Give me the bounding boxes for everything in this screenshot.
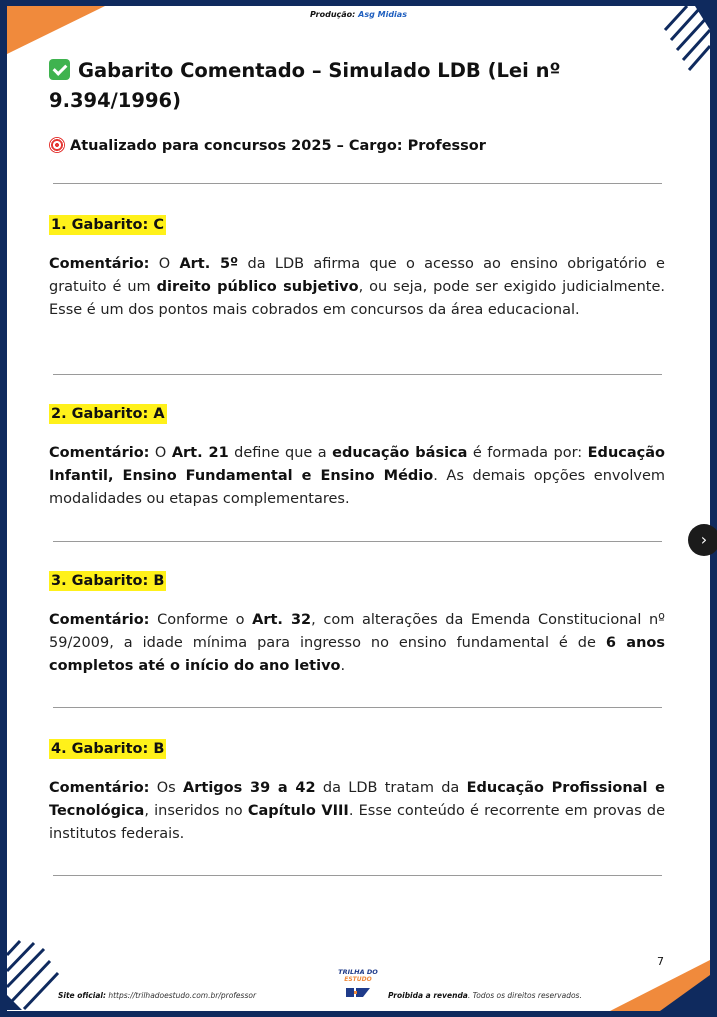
logo-mark-icon — [345, 986, 371, 998]
question-title: 2. Gabarito: A — [51, 406, 165, 422]
question-4 — [49, 738, 665, 846]
question-title: 3. Gabarito: B — [51, 573, 165, 589]
footer-rights-rest: . Todos os direitos reservados. — [467, 991, 582, 1000]
comment-text: define que a — [228, 445, 333, 461]
footer-site-label: Site oficial: — [58, 991, 106, 1000]
comment-bold-text: Art. 32 — [252, 612, 312, 628]
divider — [53, 541, 662, 542]
comment-bold-text: Art. 21 — [171, 445, 229, 461]
comment-bold-text: Educação Infantil, Ensino Fundamental e Ensino Médio — [49, 445, 665, 484]
comment-text: . As demais opções envolvem modalidades ou etapas complementares. — [49, 468, 665, 507]
logo-text-line1: TRILHA DO — [338, 968, 378, 976]
trilha-do-estudo-logo — [331, 969, 385, 1002]
comment-bold-text: Capítulo VIII — [247, 803, 349, 819]
question-1 — [49, 214, 665, 322]
page-title — [49, 56, 665, 116]
comment-bold-text: Comentário: — [49, 445, 150, 461]
comment-bold-text: Artigos 39 a 42 — [183, 780, 316, 796]
comment-text: Conforme o — [149, 612, 253, 628]
footer-site-url[interactable]: https://trilhadoestudo.com.br/professor — [108, 991, 257, 1000]
divider — [53, 707, 662, 708]
comment-text: O — [149, 256, 180, 272]
logo-text-line2: ESTUDO — [344, 976, 372, 983]
comment-bold-text: Comentário: — [49, 256, 150, 272]
comment-text: da LDB tratam da — [315, 780, 467, 796]
comment-text: . — [340, 658, 346, 674]
footer-rights-bold: Proibida a revenda — [388, 991, 468, 1000]
question-comment — [49, 442, 665, 511]
comment-text: , inseridos no — [144, 803, 248, 819]
next-page-button[interactable] — [688, 524, 717, 556]
divider — [53, 183, 662, 184]
question-comment — [49, 609, 665, 678]
target-icon — [49, 137, 65, 153]
comment-text: é formada por: — [467, 445, 588, 461]
question-2 — [49, 403, 665, 511]
orange-corner-top-left — [0, 0, 110, 60]
comment-bold-text: Comentário: — [49, 612, 150, 628]
producer-credit — [0, 10, 717, 19]
question-title: 1. Gabarito: C — [51, 217, 164, 233]
page-title-text: Gabarito Comentado – Simulado LDB (Lei nº 9.394/1996) — [49, 59, 561, 112]
comment-text: Os — [149, 780, 184, 796]
check-mark-icon — [49, 59, 70, 80]
comment-bold-text: Comentário: — [49, 780, 150, 796]
producer-brand: Asg Midias — [358, 10, 407, 19]
question-comment — [49, 253, 665, 322]
comment-text: . Esse conteúdo é recorrente em provas de institutos federais. — [49, 803, 666, 842]
page-subtitle-text: Atualizado para concursos 2025 – Cargo: Professor — [70, 138, 486, 154]
comment-bold-text: educação básica — [332, 445, 468, 461]
question-comment — [49, 777, 665, 846]
page-number: 7 — [657, 955, 664, 968]
question-3 — [49, 570, 665, 678]
comment-text: , ou seja, pode ser exigido judicialmente. Esse é um dos pontos mais cobrados em concursos da área educacional. — [49, 279, 665, 318]
comment-bold-text: Art. 5º — [179, 256, 239, 272]
page-subtitle — [49, 136, 665, 156]
comment-text: O — [149, 445, 172, 461]
footer-rights — [388, 991, 582, 1000]
chevron-right-icon: › — [700, 530, 708, 549]
comment-text: , com alterações da Emenda Constitucional nº 59/2009, a idade mínima para ingresso no ensino fundamental é de — [49, 612, 665, 651]
footer-site — [58, 991, 256, 1000]
comment-text: da LDB afirma que o acesso ao ensino obrigatório e gratuito é um — [49, 256, 665, 295]
stripes-bottom-left — [0, 935, 70, 1017]
producer-prefix: Produção: — [310, 10, 356, 19]
comment-bold-text: Educação Profissional e Tecnológica — [49, 780, 665, 819]
comment-bold-text: 6 anos completos até o início do ano letivo — [49, 635, 665, 674]
divider — [53, 875, 662, 876]
divider — [53, 374, 662, 375]
comment-bold-text: direito público subjetivo — [156, 279, 359, 295]
question-title: 4. Gabarito: B — [51, 741, 165, 757]
header-section — [49, 56, 665, 156]
